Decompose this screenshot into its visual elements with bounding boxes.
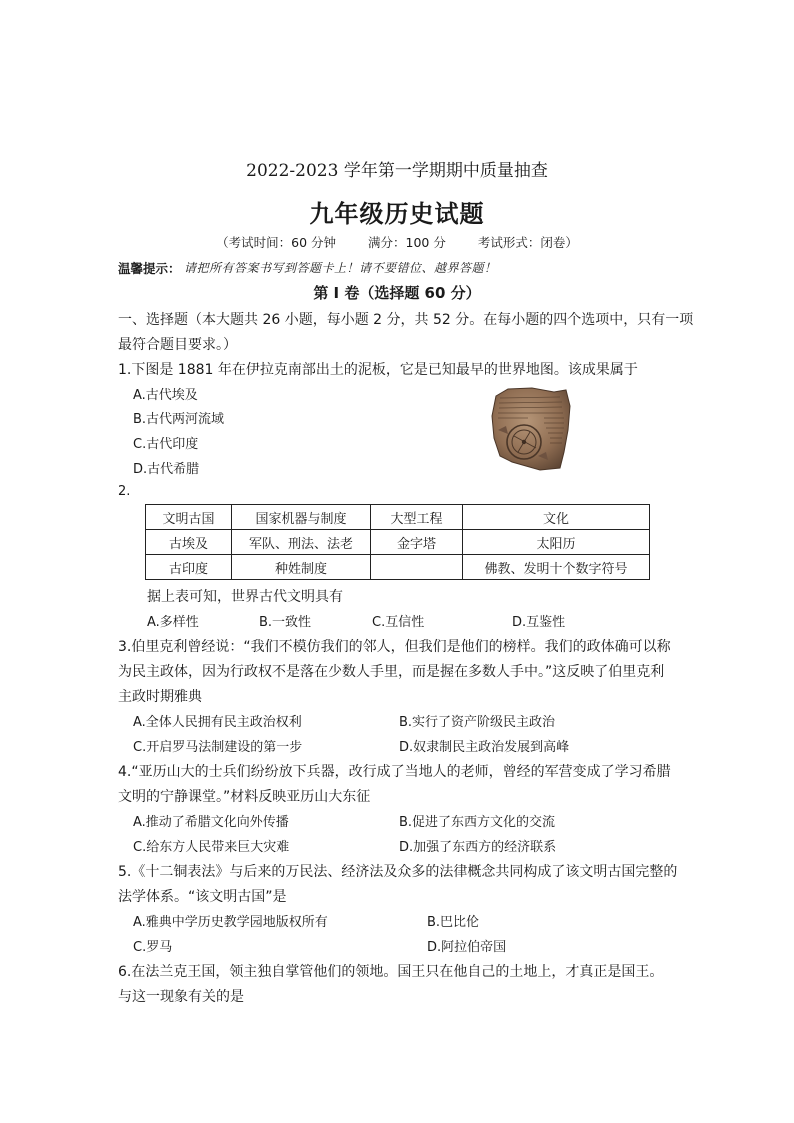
q1-option-c: C.古代印度 xyxy=(133,437,199,452)
exam-info xyxy=(0,233,794,251)
table-header-cell: 大型工程 xyxy=(371,505,463,530)
clay-tablet-map-image xyxy=(488,386,572,472)
q6-stem-line-1: 6.在法兰克王国，领主独自掌管他们的领地。国王只在他自己的土地上，才真正是国王。 xyxy=(118,964,664,980)
q5-option-b: B.巴比伦 xyxy=(427,915,480,930)
full-score: 满分：100 分 xyxy=(368,235,446,250)
table-header-cell: 国家机器与制度 xyxy=(232,505,371,530)
q3-stem-line-3: 主政时期雅典 xyxy=(118,689,202,705)
q2-option-b: B.一致性 xyxy=(259,615,312,630)
q1-option-b: B.古代两河流域 xyxy=(133,412,225,427)
q4-option-a: A.推动了希腊文化向外传播 xyxy=(133,815,289,830)
table-row xyxy=(146,555,650,580)
q2-option-c: C.互信性 xyxy=(372,615,425,630)
q3-option-b: B.实行了资产阶级民主政治 xyxy=(399,715,556,730)
q3-stem-line-2: 为民主政体，因为行政权不是落在少数人手里，而是握在多数人手中。”这反映了伯里克利 xyxy=(118,664,665,680)
table-cell: 佛教、发明十个数字符号 xyxy=(463,555,650,580)
q5-option-c: C.罗马 xyxy=(133,940,173,955)
tip-label: 温馨提示： xyxy=(118,261,181,276)
q5-stem-line-2: 法学体系。“该文明古国”是 xyxy=(118,889,287,905)
q4-option-c: C.给东方人民带来巨大灾难 xyxy=(133,840,290,855)
q3-stem-line-1: 3.伯里克利曾经说：“我们不模仿我们的邻人，但我们是他们的榜样。我们的政体确可以称 xyxy=(118,639,671,655)
section-instruction-line-1: 一、选择题（本大题共 26 小题，每小题 2 分，共 52 分。在每小题的四个选项中，只有一项 xyxy=(118,312,694,328)
exam-time: （考试时间：60 分钟 xyxy=(216,235,337,250)
table-header-cell: 文化 xyxy=(463,505,650,530)
q6-stem-line-2: 与这一现象有关的是 xyxy=(118,989,244,1005)
table-row xyxy=(146,530,650,555)
subject-title: 九年级历史试题 xyxy=(309,199,485,228)
q5-stem-line-1: 5.《十二铜表法》与后来的万民法、经济法及众多的法律概念共同构成了该文明古国完整的 xyxy=(118,864,678,880)
q4-option-b: B.促进了东西方文化的交流 xyxy=(399,815,556,830)
q1-option-a: A.古代埃及 xyxy=(133,388,198,403)
table-header-row xyxy=(146,505,650,530)
q1-stem: 1.下图是 1881 年在伊拉克南部出土的泥板，它是已知最早的世界地图。该成果属于 xyxy=(118,362,638,378)
table-cell: 古印度 xyxy=(146,555,232,580)
q4-option-d: D.加强了东西方的经济联系 xyxy=(399,840,557,855)
table-cell: 金字塔 xyxy=(371,530,463,555)
q3-option-a: A.全体人民拥有民主政治权利 xyxy=(133,715,302,730)
table-cell: 种姓制度 xyxy=(232,555,371,580)
q3-option-c: C.开启罗马法制建设的第一步 xyxy=(133,740,303,755)
q2-stem: 据上表可知，世界古代文明具有 xyxy=(147,589,343,605)
q5-option-d: D.阿拉伯帝国 xyxy=(427,940,507,955)
q1-option-d: D.古代希腊 xyxy=(133,462,200,477)
civilization-table xyxy=(145,504,650,580)
table-header-cell: 文明古国 xyxy=(146,505,232,530)
table-cell: 太阳历 xyxy=(463,530,650,555)
table-cell: 军队、刑法、法老 xyxy=(232,530,371,555)
q3-option-d: D.奴隶制民主政治发展到高峰 xyxy=(399,740,570,755)
table-cell: 古埃及 xyxy=(146,530,232,555)
q4-stem-line-1: 4.“亚历山大的士兵们纷纷放下兵器，改行成了当地人的老师，曾经的军营变成了学习希腊 xyxy=(118,764,671,780)
q5-option-a: A.雅典中学历史教学园地版权所有 xyxy=(133,915,328,930)
q2-number: 2. xyxy=(118,484,131,499)
exam-title: 2022-2023 学年第一学期期中质量抽查 xyxy=(246,161,548,181)
q4-stem-line-2: 文明的宁静课堂。”材料反映亚历山大东征 xyxy=(118,789,371,805)
q2-option-d: D.互鉴性 xyxy=(512,615,566,630)
section-instruction-line-2: 最符合题目要求。） xyxy=(118,337,237,353)
tip-text: 请把所有答案书写到答题卡上！请不要错位、越界答题！ xyxy=(184,261,497,275)
q2-option-a: A.多样性 xyxy=(147,615,199,630)
exam-form: 考试形式：闭卷） xyxy=(477,235,578,250)
table-cell xyxy=(371,555,463,580)
volume-title: 第 I 卷（选择题 60 分） xyxy=(313,284,481,302)
